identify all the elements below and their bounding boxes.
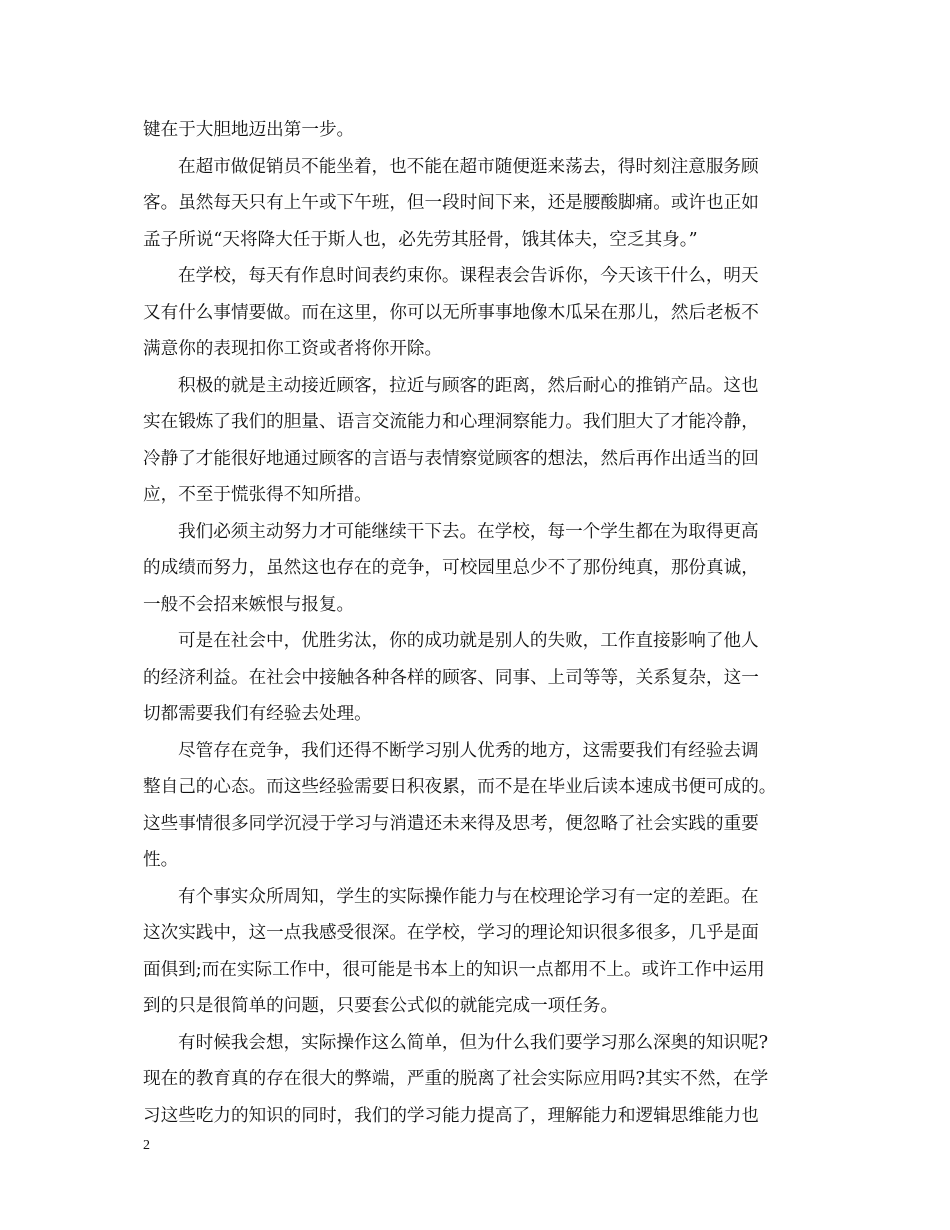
- text-line: 实在锻炼了我们的胆量、语言交流能力和心理洞察能力。我们胆大了才能冷静，: [143, 412, 759, 432]
- text-line: 可是在社会中，优胜劣汰，你的成功就是别人的失败，工作直接影响了他人: [178, 631, 759, 651]
- text-line: 现在的教育真的存在很大的弊端，严重的脱离了社会实际应用吗?其实不然，在学: [143, 1069, 769, 1089]
- text-line: 一般不会招来嫉恨与报复。: [143, 594, 355, 615]
- text-line: 满意你的表现扣你工资或者将你开除。: [143, 339, 443, 359]
- text-line: 的经济利益。在社会中接触各种各样的顾客、同事、上司等等，关系复杂，这一: [143, 667, 759, 688]
- text-line: 孟子所说“天将降大任于斯人也，必先劳其胫骨，饿其体夫，空乏其身。”: [143, 229, 698, 250]
- text-line: 的成绩而努力，虽然这也存在的竞争，可校园里总少不了那份纯真，那份真诚，: [143, 558, 759, 578]
- text-line: 又有什么事情要做。而在这里，你可以无所事事地像木瓜呆在那儿，然后老板不: [143, 302, 759, 323]
- text-line: 应，不至于慌张得不知所措。: [143, 485, 372, 505]
- text-line: 积极的就是主动接近顾客，拉近与顾客的距离，然后耐心的推销产品。这也: [178, 375, 759, 396]
- text-line: 在学校，每天有作息时间表约束你。课程表会告诉你，今天该干什么，明天: [178, 266, 759, 286]
- text-line: 尽管存在竞争，我们还得不断学习别人优秀的地方，这需要我们有经验去调: [178, 740, 759, 761]
- text-line: 这些事情很多同学沉浸于学习与消遣还未来得及思考，便忽略了社会实践的重要: [143, 813, 759, 834]
- text-line: 客。虽然每天只有上午或下午班，但一段时间下来，还是腰酸脚痛。或许也正如: [143, 193, 759, 213]
- page-number: 2: [143, 1138, 150, 1153]
- text-line: 有个事实众所周知，学生的实际操作能力与在校理论学习有一定的差距。在: [178, 886, 759, 907]
- text-line: 整自己的心态。而这些经验需要日积夜累，而不是在毕业后读本速成书便可成的。: [143, 777, 777, 797]
- text-line: 有时候我会想，实际操作这么简单，但为什么我们要学习那么深奥的知识呢?: [178, 1032, 769, 1053]
- text-line: 我们必须主动努力才可能继续干下去。在学校，每一个学生都在为取得更高: [178, 521, 759, 542]
- text-line: 这次实践中，这一点我感受很深。在学校，学习的理论知识很多很多，几乎是面: [143, 923, 759, 943]
- text-line: 键在于大胆地迈出第一步。: [143, 120, 355, 140]
- text-line: 面俱到;而在实际工作中，很可能是书本上的知识一点都用不上。或许工作中运用: [143, 959, 765, 980]
- text-line: 冷静了才能很好地通过顾客的言语与表情察觉顾客的想法，然后再作出适当的回: [143, 448, 759, 469]
- text-line: 切都需要我们有经验去处理。: [143, 704, 372, 724]
- text-line: 习这些吃力的知识的同时，我们的学习能力提高了，理解能力和逻辑思维能力也: [143, 1105, 759, 1126]
- text-line: 在超市做促销员不能坐着，也不能在超市随便逛来荡去，得时刻注意服务顾: [178, 156, 759, 177]
- text-line: 性。: [143, 850, 179, 870]
- text-line: 到的只是很简单的问题，只要套公式似的就能完成一项任务。: [143, 996, 619, 1016]
- document-body: [143, 112, 813, 1134]
